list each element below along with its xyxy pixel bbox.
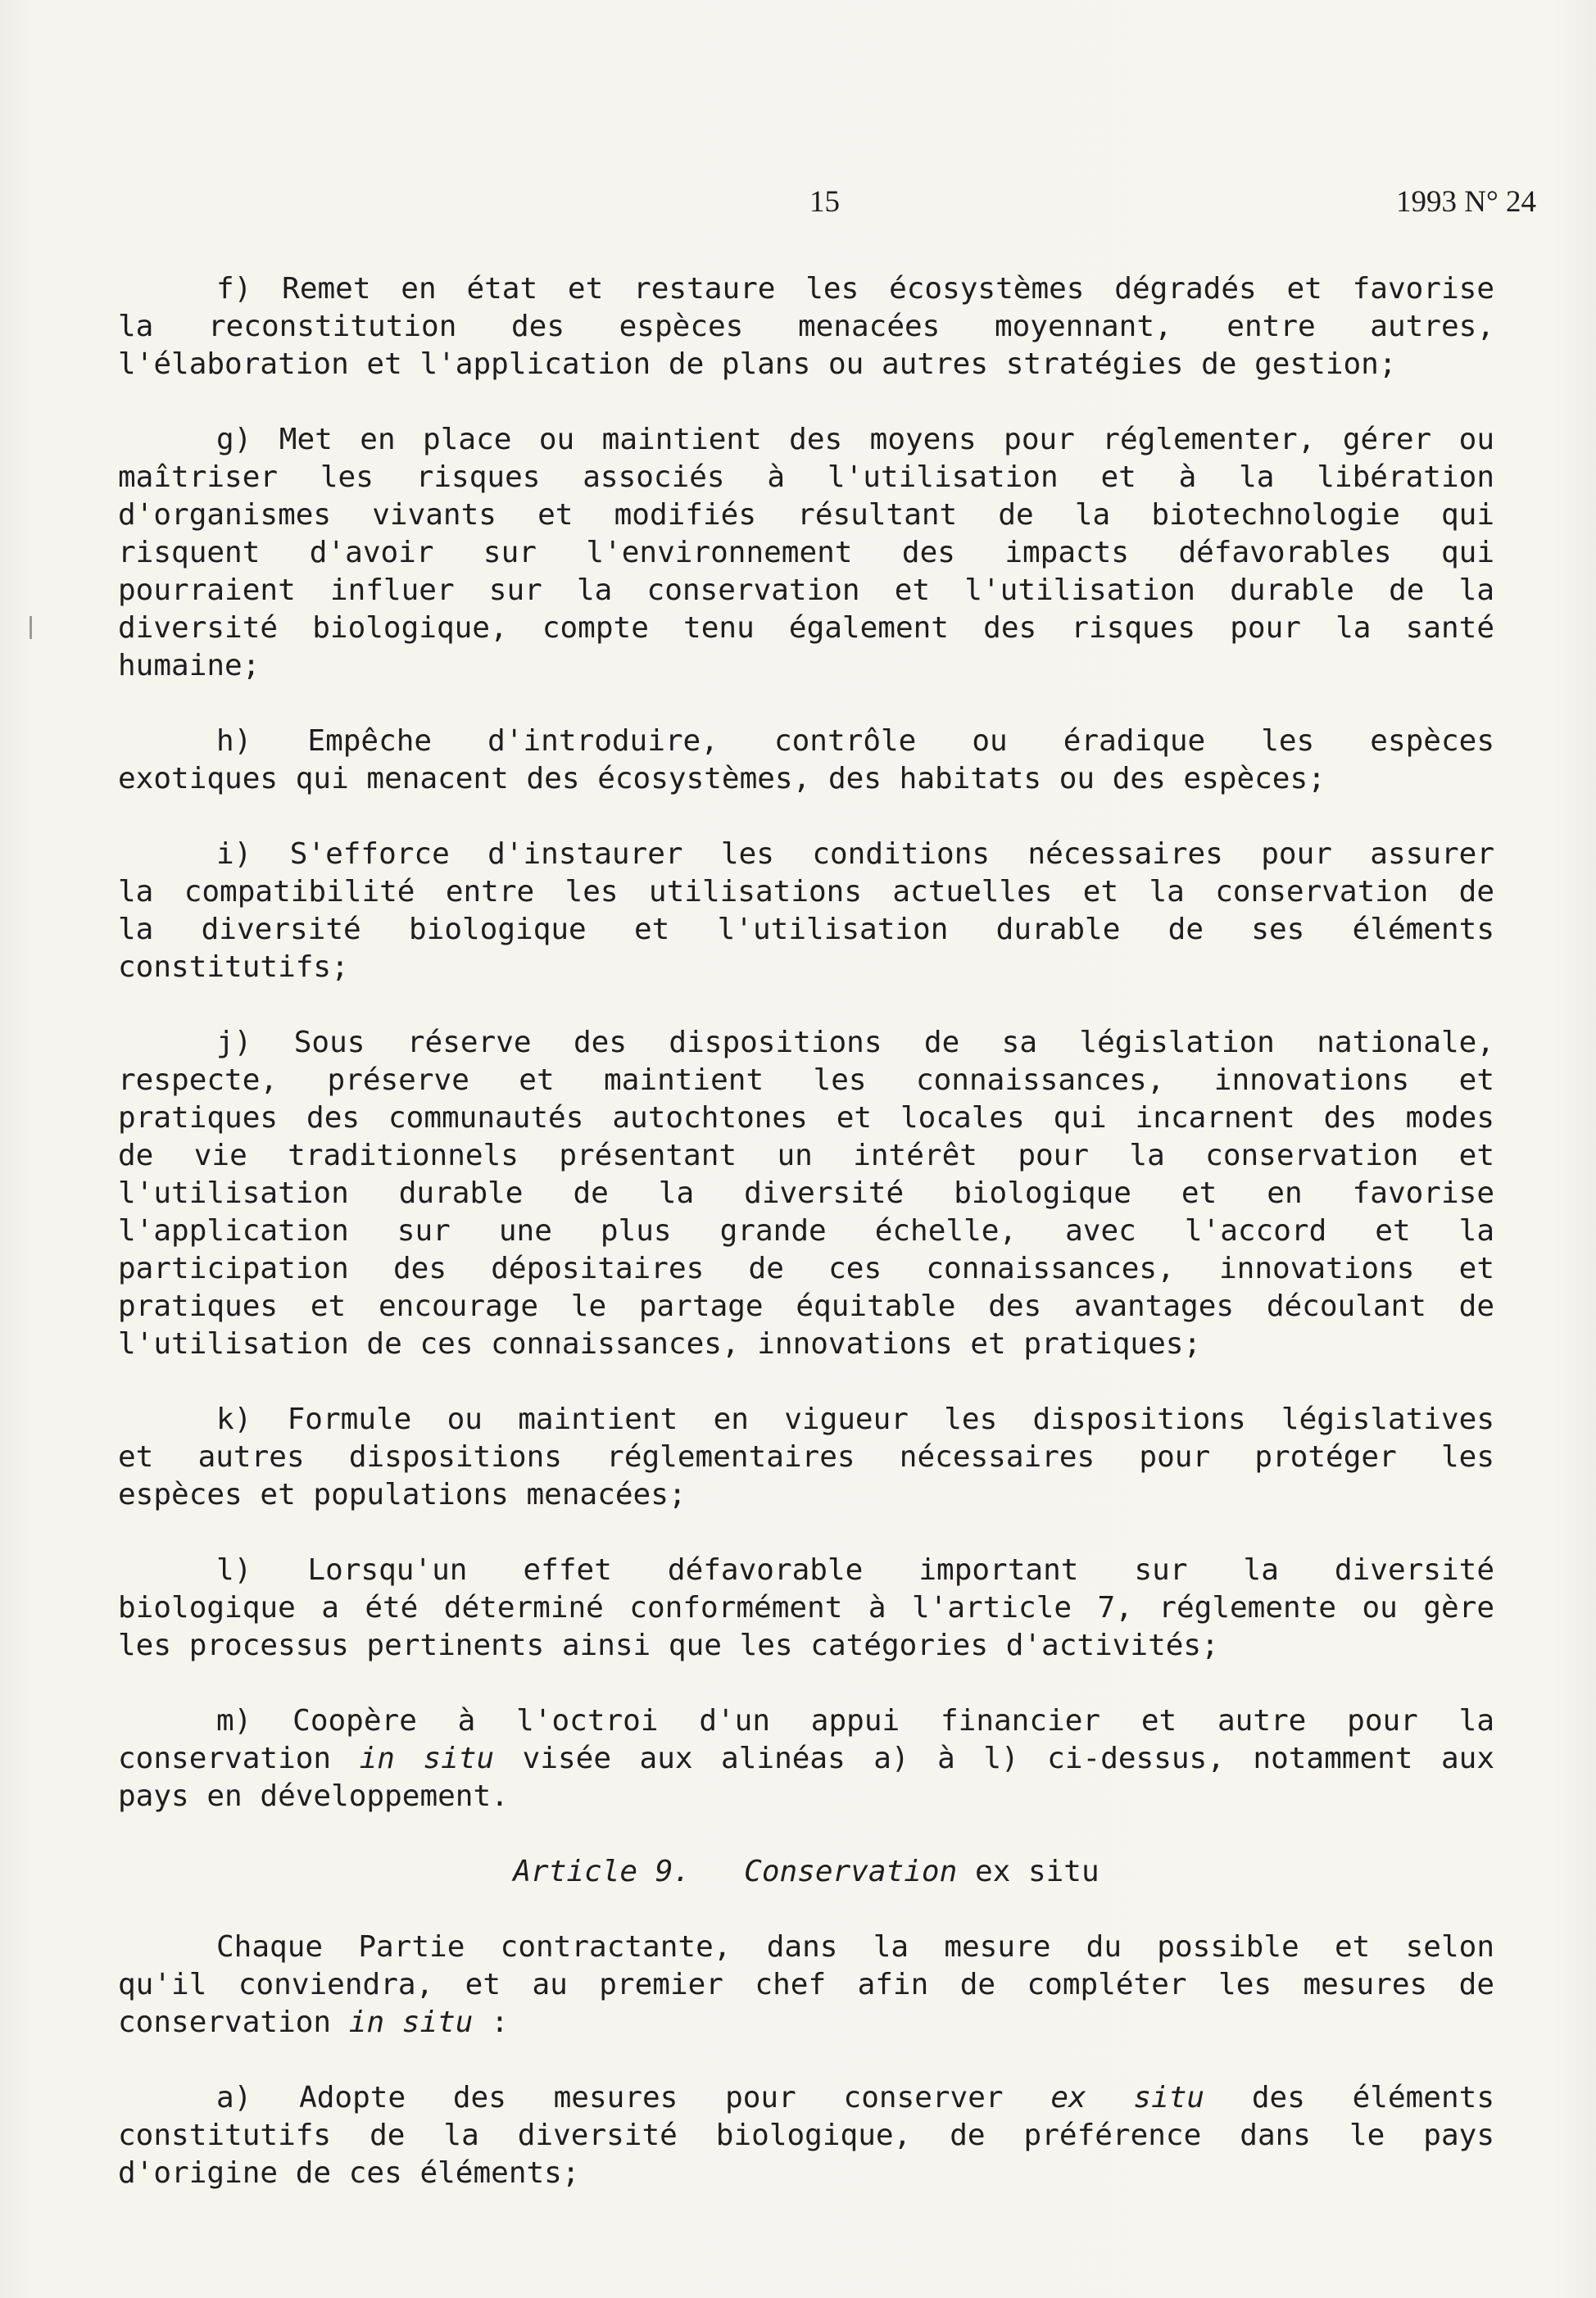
text-line: d'origine de ces éléments; [118, 2156, 580, 2190]
paragraph-l [118, 1552, 1494, 1665]
text-segment: des éléments [1204, 2081, 1494, 2114]
text-line: i) S'efforce d'instaurer les conditions nécessaires pour assurer [216, 837, 1494, 871]
article-heading-title: Conservation [744, 1855, 958, 1888]
text-line: les processus pertinents ainsi que les catégories d'activités; [118, 1629, 1219, 1662]
text-line: l) Lorsqu'un effet défavorable important sur la diversité [216, 1553, 1494, 1587]
text-line: f) Remet en état et restaure les écosystèmes dégradés et favorise [216, 272, 1494, 306]
document-body [118, 270, 1494, 2230]
text-segment: a) Adopte des mesures pour conserver [216, 2081, 1051, 2114]
text-line: respecte, préserve et maintient les connaissances, innovations et [118, 1063, 1494, 1097]
text-line: pourraient influer sur la conservation et l'utilisation durable de la [118, 573, 1494, 607]
italic-term: in situ [359, 1742, 495, 1775]
text-line: la diversité biologique et l'utilisation durable de ses éléments [118, 913, 1494, 946]
text-line [118, 2004, 1494, 2042]
text-line: k) Formule ou maintient en vigueur les dispositions législatives [216, 1403, 1494, 1436]
text-line: exotiques qui menacent des écosystèmes, des habitats ou des espèces; [118, 762, 1326, 795]
text-segment: conservation [118, 1742, 360, 1775]
italic-term: ex situ [1050, 2081, 1205, 2114]
text-line: maîtriser les risques associés à l'utilisation et à la libération [118, 460, 1494, 494]
paragraph-k [118, 1401, 1494, 1514]
text-segment: conservation [118, 2006, 349, 2039]
article-heading [118, 1853, 1494, 1891]
text-line: qu'il conviendra, et au premier chef afin de compléter les mesures de [118, 1968, 1494, 2001]
text-segment: : [473, 2006, 509, 2039]
paragraph-g [118, 421, 1494, 685]
text-line: l'application sur une plus grande échelle, avec l'accord et la [118, 1214, 1494, 1248]
text-line: l'utilisation de ces connaissances, innovations et pratiques; [118, 1327, 1202, 1361]
article9-intro [118, 1929, 1494, 2042]
text-line [118, 1740, 1494, 1778]
text-line: pratiques et encourage le partage équitable des avantages découlant de [118, 1290, 1494, 1323]
text-line: espèces et populations menacées; [118, 1478, 687, 1512]
paragraph-i [118, 836, 1494, 986]
article9-paragraph-a [118, 2079, 1494, 2192]
text-line: g) Met en place ou maintient des moyens pour réglementer, gérer ou [216, 423, 1494, 456]
italic-term: in situ [348, 2006, 474, 2039]
text-segment: visée aux alinéas a) à l) ci-dessus, notamment aux [494, 1742, 1495, 1775]
text-line: l'élaboration et l'application de plans ou autres stratégies de gestion; [118, 347, 1397, 381]
text-line: humaine; [118, 649, 261, 682]
text-line: l'utilisation durable de la diversité biologique et en favorise [118, 1176, 1494, 1210]
article-heading-suffix: ex situ [974, 1855, 1100, 1888]
text-line: pays en développement. [118, 1779, 509, 1813]
page-header [0, 184, 1596, 233]
text-line: j) Sous réserve des dispositions de sa législation nationale, [216, 1026, 1494, 1059]
text-line: Chaque Partie contractante, dans la mesure du possible et selon [216, 1930, 1494, 1964]
margin-mark [29, 616, 32, 639]
text-line: de vie traditionnels présentant un intérêt pour la conservation et [118, 1139, 1494, 1172]
text-line: et autres dispositions réglementaires nécessaires pour protéger les [118, 1440, 1494, 1474]
text-line: d'organismes vivants et modifiés résultant de la biotechnologie qui [118, 498, 1494, 532]
paragraph-j [118, 1024, 1494, 1363]
text-line: la reconstitution des espèces menacées moyennant, entre autres, [118, 310, 1494, 343]
text-line: participation des dépositaires de ces connaissances, innovations et [118, 1252, 1494, 1285]
paragraph-f [118, 270, 1494, 383]
article-heading-number: Article 9. [513, 1855, 691, 1888]
text-line: m) Coopère à l'octroi d'un appui financier et autre pour la [216, 1704, 1494, 1738]
text-line: constitutifs de la diversité biologique, de préférence dans le pays [118, 2119, 1494, 2152]
text-line: pratiques des communautés autochtones et locales qui incarnent des modes [118, 1101, 1494, 1135]
text-line: biologique a été déterminé conformément à l'article 7, réglemente ou gère [118, 1591, 1494, 1625]
text-line: risquent d'avoir sur l'environnement des impacts défavorables qui [118, 536, 1494, 569]
text-line: constitutifs; [118, 950, 349, 984]
text-line: diversité biologique, compte tenu également des risques pour la santé [118, 611, 1494, 645]
text-line: la compatibilité entre les utilisations actuelles et la conservation de [118, 875, 1494, 909]
document-reference: 1993 N° 24 [1395, 185, 1536, 219]
text-line [118, 2079, 1494, 2117]
page-number: 15 [809, 185, 840, 219]
text-line: h) Empêche d'introduire, contrôle ou éradique les espèces [216, 724, 1494, 758]
paragraph-m [118, 1702, 1494, 1815]
paragraph-h [118, 723, 1494, 798]
